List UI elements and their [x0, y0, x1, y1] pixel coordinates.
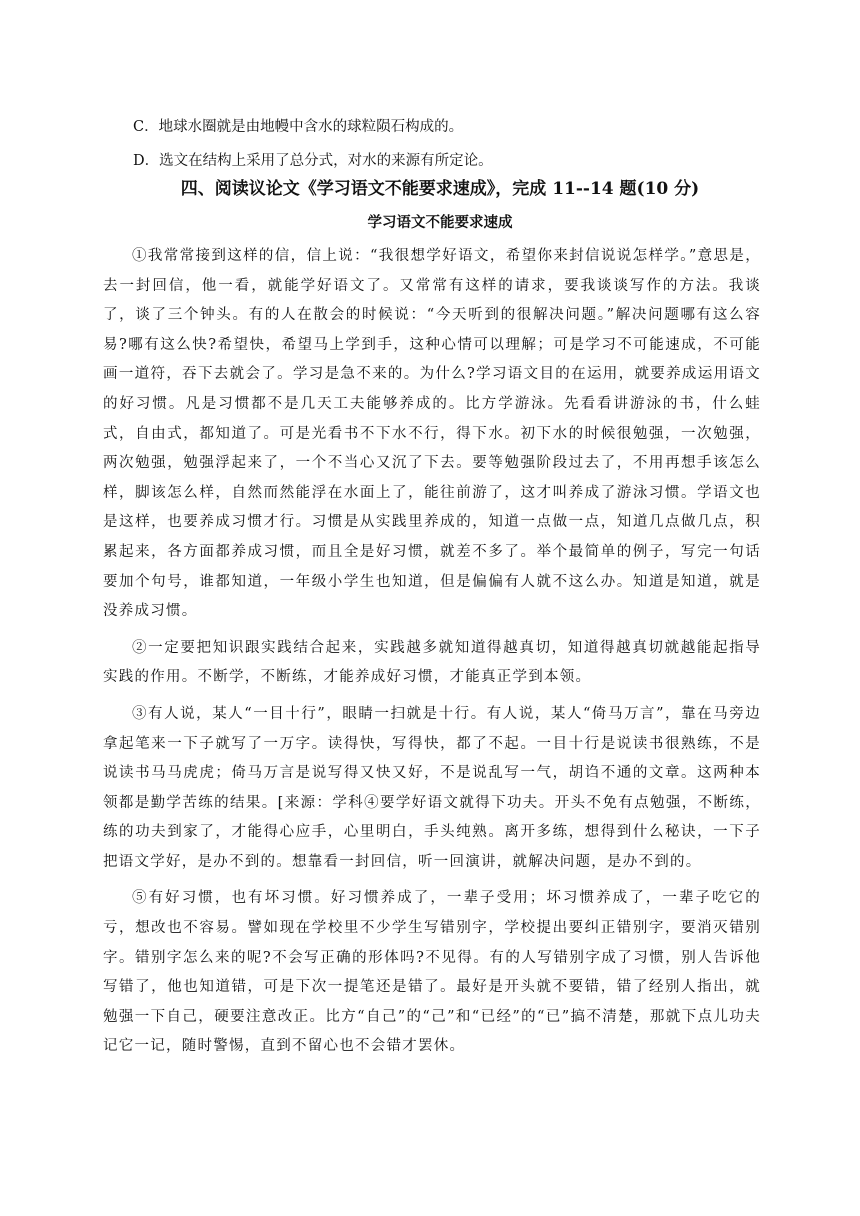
option-d: D．选文在结构上采用了总分式，对水的来源有所定论。: [133, 153, 493, 169]
paragraph-2: ②一定要把知识跟实践结合起来，实践越多就知道得越真切，知道得越真切就越能起指导实践的作用。不断学，不断练，才能养成好习惯，才能真正学到本领。: [103, 639, 761, 686]
option-c: C．地球水圈就是由地幔中含水的球粒陨石构成的。: [133, 119, 464, 135]
section-heading: 四、阅读议论文《学习语文不能要求速成》，完成 11--14 题(10 分): [180, 179, 700, 199]
paragraph-3: ③有人说，某人“一目十行”，眼睛一扫就是十行。有人说，某人“倚马万言”，靠在马旁边拿起笔来一下子就写了一万字。读得快，写得快，都了不起。一目十行是说读书很熟练，不是说读书马马虎虎；倚马万言是说写得又快又好，不是说乱写一气，胡诌不通的文章。这两种本领都是勤学苦练的结果。[来源：学科④要学好语文就得下功夫。开头不免有点勉强，不断练，练的功夫到家了，才能得心应手，心里明白，手头纯熟。离开多练，想得到什么秘诀，一下子把语文学好，是办不到的。想靠看一封回信，听一回演讲，就解决问题，是办不到的。: [103, 705, 761, 870]
paragraph-1: ①我常常接到这样的信，信上说：“我很想学好语文，希望你来封信说说怎样学。”意思是，去一封回信，他一看，就能学好语文了。又常常有这样的请求，要我谈谈写作的方法。我谈了，谈了三个钟头。有的人在散会的时候说：“今天听到的很解决问题。”解决问题哪有这么容易?哪有这么快?希望快，希望马上学到手，这种心情可以理解；可是学习不可能速成，不可能画一道符，吞下去就会了。学习是急不来的。为什么?学习语文目的在运用，就要养成运用语文的好习惯。凡是习惯都不是几天工夫能够养成的。比方学游泳。先看看讲游泳的书，什么蛙式，自由式，都知道了。可是光看书不下水不行，得下水。初下水的时候很勉强，一次勉强，两次勉强，勉强浮起来了，一个不当心又沉了下去。要等勉强阶段过去了，不用再想手该怎么样，脚该怎么样，自然而然能浮在水面上了，能往前游了，这才叫养成了游泳习惯。学语文也是这样，也要养成习惯才行。习惯是从实践里养成的，知道一点做一点，知道几点做几点，积累起来，各方面都养成习惯，而且全是好习惯，就差不多了。举个最简单的例子，写完一句话要加个句号，谁都知道，一年级小学生也知道，但是偏偏有人就不这么办。知道是知道，就是没养成习惯。: [103, 248, 761, 620]
article-title: 学习语文不能要求速成: [367, 214, 513, 231]
answer-options: [133, 110, 773, 178]
article-body: [103, 242, 761, 1062]
paragraph-5: ⑤有好习惯，也有坏习惯。好习惯养成了，一辈子受用；坏习惯养成了，一辈子吃它的亏，想改也不容易。譬如现在学校里不少学生写错别字，学校提出要纠正错别字，要消灭错别字。错别字怎么来的呢?不会写正确的形体吗?不见得。有的人写错别字成了习惯，别人告诉他写错了，他也知道错，可是下次一提笔还是错了。最好是开头就不要错，错了经别人指出，就勉强一下自己，硬要注意改正。比方“自己”的“己”和“已经”的“已”搞不清楚，那就下点儿功夫记它一记，随时警惕，直到不留心也不会错才罢休。: [103, 890, 761, 1055]
